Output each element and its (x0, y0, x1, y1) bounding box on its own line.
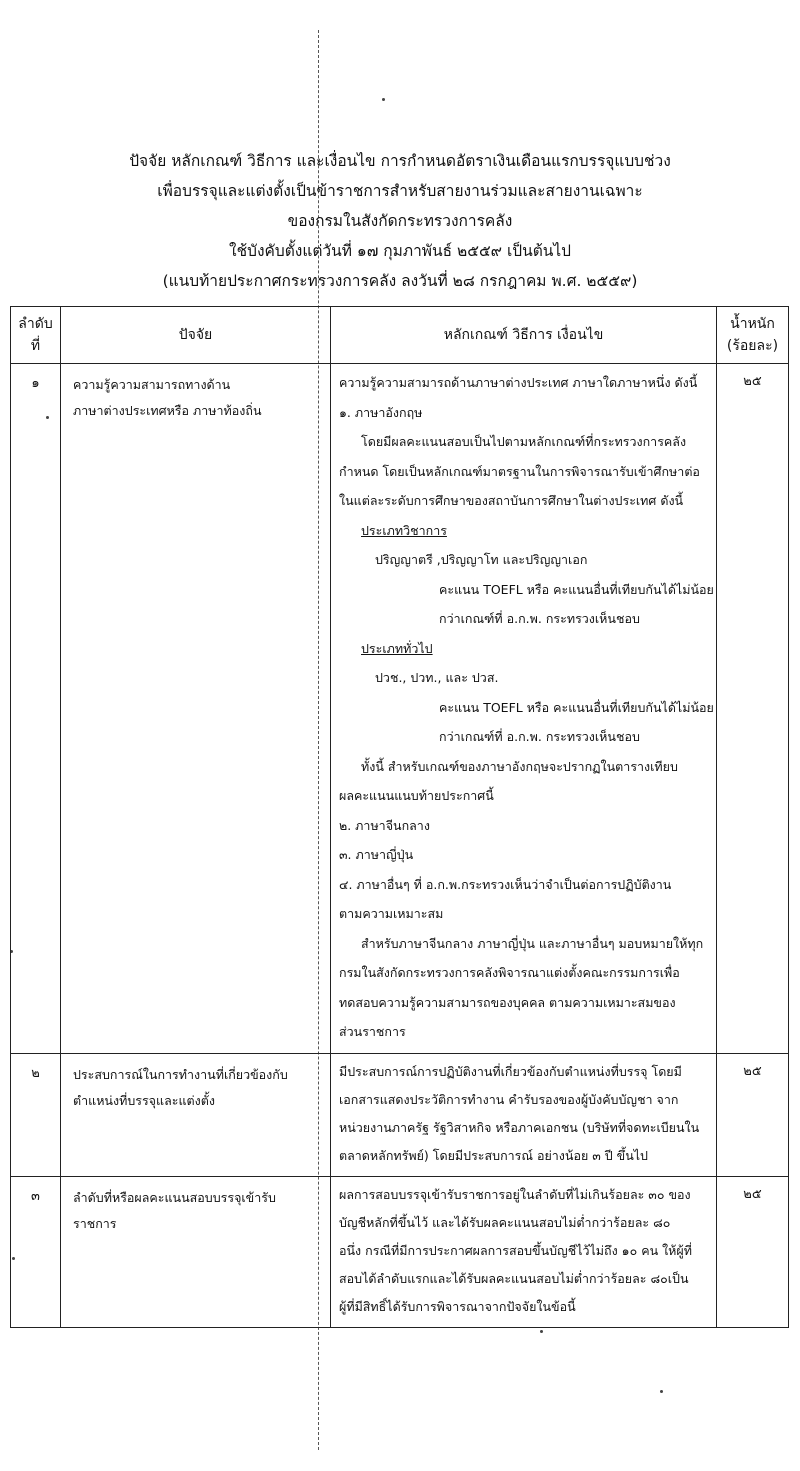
row-weight: ๒๕ (717, 364, 789, 1054)
scan-speck (540, 1330, 543, 1333)
heading-line-3: ของกรมในสังกัดกระทรวงการคลัง (287, 212, 513, 230)
row-factor: ความรู้ความสามารถทางด้าน ภาษาต่างประเทศหรือ ภาษาท้องถิ่น (61, 364, 331, 1054)
row-criteria: ผลการสอบบรรจุเข้ารับราชการอยู่ในลำดับที่ไม่เกินร้อยละ ๓๐ ของ บัญชีหลักที่ขึ้นไว้ และได้รับผลคะแนนสอบไม่ต่ำกว่าร้อยละ ๘๐ อนึ่ง กรณีที่มีการประกาศผลการสอบขึ้นบัญชีไว้ไม่ถึง ๑๐ คน ให้ผู้ที่ สอบได้ลำดับแรกและได้รับผลคะแนนสอบไม่ต่ำกว่าร้อยละ ๘๐เป็น ผู้ที่มีสิทธิ์ได้รับการพิจารณาจากปัจจัยในข้อนี้ (331, 1176, 717, 1327)
heading-line-4: ใช้บังคับตั้งแต่วันที่ ๑๗ กุมภาพันธ์ ๒๕๕๙ เป็นต้นไป (229, 242, 571, 260)
heading-line-2: เพื่อบรรจุและแต่งตั้งเป็นข้าราชการสำหรับสายงานร่วมและสายงานเฉพาะ (157, 182, 643, 200)
row-number: ๓ (11, 1176, 61, 1327)
row-factor: ลำดับที่หรือผลคะแนนสอบบรรจุเข้ารับ ราชการ (61, 1176, 331, 1327)
table-row (11, 364, 789, 1054)
row-criteria: ความรู้ความสามารถด้านภาษาต่างประเทศ ภาษาใดภาษาหนึ่ง ดังนี้ ๑. ภาษาอังกฤษ โดยมีผลคะแนนสอบเป็นไปตามหลักเกณฑ์ที่กระทรวงการคลัง กำหนด โดยเป็นหลักเกณฑ์มาตรฐานในการพิจารณารับเข้าศึกษาต่อ ในแต่ละระดับการศึกษาของสถาบันการศึกษาในต่างประเทศ ดังนี้ ประเภทวิชาการ ปริญญาตรี ,ปริญญาโท และปริญญาเอก คะแนน TOEFL หรือ คะแนนอื่นที่เทียบกันได้ไม่น้อย กว่าเกณฑ์ที่ อ.ก.พ. กระทรวงเห็นชอบ ประเภททั่วไป ปวช., ปวท., และ ปวส. คะแนน TOEFL หรือ คะแนนอื่นที่เทียบกันได้ไม่น้อย กว่าเกณฑ์ที่ อ.ก.พ. กระทรวงเห็นชอบ ทั้งนี้ สำหรับเกณฑ์ของภาษาอังกฤษจะปรากฏในตารางเทียบ ผลคะแนนแนบท้ายประกาศนี้ ๒. ภาษาจีนกลาง ๓. ภาษาญี่ปุ่น ๔. ภาษาอื่นๆ ที่ อ.ก.พ.กระทรวงเห็นว่าจำเป็นต่อการปฏิบัติงาน ตามความเหมาะสม สำหรับภาษาจีนกลาง ภาษาญี่ปุ่น และภาษาอื่นๆ มอบหมายให้ทุก กรมในสังกัดกระทรวงการคลังพิจารณาแต่งตั้งคณะกรรมการเพื่อ ทดสอบความรู้ความสามารถของบุคคล ตามความเหมาะสมของ ส่วนราชการ (331, 364, 717, 1054)
document-heading (0, 146, 800, 296)
row-criteria: มีประสบการณ์การปฏิบัติงานที่เกี่ยวข้องกับตำแหน่งที่บรรจุ โดยมี เอกสารแสดงประวัติการทำงาน คำรับรองของผู้บังคับบัญชา จาก หน่วยงานภาครัฐ รัฐวิสาหกิจ หรือภาคเอกชน (บริษัทที่จดทะเบียนใน ตลาดหลักทรัพย์) โดยมีประสบการณ์ อย่างน้อย ๓ ปี ขึ้นไป (331, 1053, 717, 1176)
row-number: ๑ (11, 364, 61, 1054)
row-weight: ๒๕ (717, 1053, 789, 1176)
row-factor: ประสบการณ์ในการทำงานที่เกี่ยวข้องกับ ตำแหน่งที่บรรจุและแต่งตั้ง (61, 1053, 331, 1176)
header-factor: ปัจจัย (61, 307, 331, 364)
row-weight: ๒๕ (717, 1176, 789, 1327)
table-header-row (11, 307, 789, 364)
table-row (11, 1053, 789, 1176)
table-row (11, 1176, 789, 1327)
heading-line-1: ปัจจัย หลักเกณฑ์ วิธีการ และเงื่อนไข การกำหนดอัตราเงินเดือนแรกบรรจุแบบช่วง (129, 152, 671, 170)
header-weight: น้ำหนัก (ร้อยละ) (717, 307, 789, 364)
scan-speck (382, 98, 385, 101)
header-no: ลำดับ ที่ (11, 307, 61, 364)
scan-speck (660, 1390, 663, 1393)
heading-line-5: (แนบท้ายประกาศกระทรวงการคลัง ลงวันที่ ๒๘ กรกฎาคม พ.ศ. ๒๕๕๙) (162, 272, 638, 290)
criteria-table (10, 306, 789, 1328)
row-number: ๒ (11, 1053, 61, 1176)
header-criteria: หลักเกณฑ์ วิธีการ เงื่อนไข (331, 307, 717, 364)
